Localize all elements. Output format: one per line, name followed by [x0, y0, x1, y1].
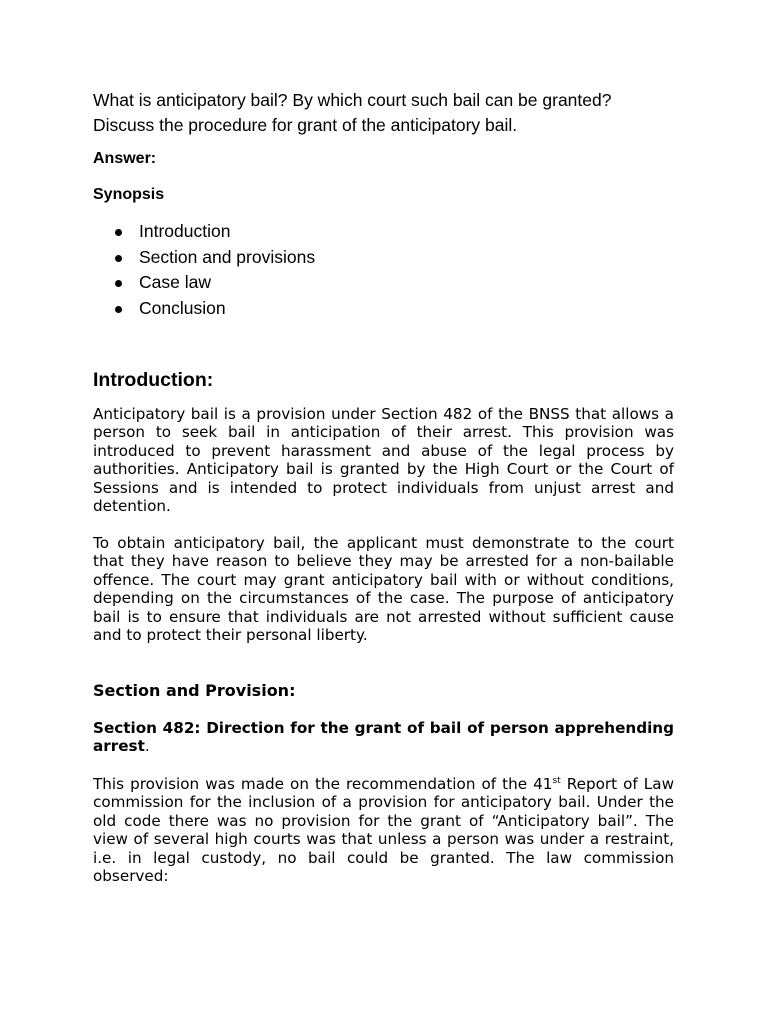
- bullet-icon: [115, 229, 122, 236]
- introduction-heading: Introduction:: [93, 369, 214, 391]
- list-item: [115, 270, 315, 296]
- synopsis-list: [115, 219, 315, 322]
- synopsis-label: Synopsis: [93, 186, 165, 203]
- introduction-paragraph-2: To obtain anticipatory bail, the applicant must demonstrate to the court that they have reason to believe they may be arrested for a non-bailable offence. The court may grant anticipatory bail with or without conditions, depending on the circumstances of the case. The purpose of anticipatory bail is to ensure that individuals are not arrested without sufficient cause and to protect their personal liberty.: [93, 534, 674, 645]
- section-title-end: .: [144, 737, 150, 756]
- answer-label: Answer:: [93, 150, 157, 167]
- section-title: [93, 719, 674, 756]
- section-paragraph: [93, 775, 674, 885]
- section-heading: Section and Provision:: [93, 681, 296, 700]
- list-item-label: Introduction: [139, 221, 231, 241]
- question-text: [93, 88, 693, 138]
- bullet-icon: [115, 306, 122, 313]
- section-paragraph-start: This provision was made on the recommendation of the 41: [93, 775, 553, 793]
- ordinal-superscript: st: [552, 775, 561, 786]
- question-line-2: Discuss the procedure for grant of the anticipatory bail.: [93, 115, 518, 135]
- bullet-icon: [115, 255, 122, 262]
- introduction-paragraph-1: Anticipatory bail is a provision under Section 482 of the BNSS that allows a person to seek bail in anticipation of their arrest. This provision was introduced to prevent harassment and abuse of the legal process by authorities. Anticipatory bail is granted by the High Court or the Court of Sessions and is intended to protect individuals from unjust arrest and detention.: [93, 405, 674, 516]
- bullet-icon: [115, 280, 122, 287]
- list-item-label: Conclusion: [139, 298, 226, 319]
- list-item: [115, 219, 315, 245]
- list-item-label: Case law: [139, 272, 211, 293]
- list-item-label: Section and provisions: [139, 246, 316, 267]
- list-item: [115, 296, 315, 322]
- section-paragraph-rest: Report of Law commission for the inclusion of a provision for anticipatory bail. Under the old code there was no provision for the grant of “Anticipatory bail”. The view of several high courts was that unless a person was under a restraint, i.e. in legal custody, no bail could be granted. The law commission observed:: [93, 775, 674, 886]
- section-title-bold: Section 482: Direction for the grant of bail of person apprehending arrest: [93, 719, 674, 756]
- list-item: [115, 245, 315, 271]
- question-line-1: What is anticipatory bail? By which court such bail can be granted?: [93, 90, 612, 110]
